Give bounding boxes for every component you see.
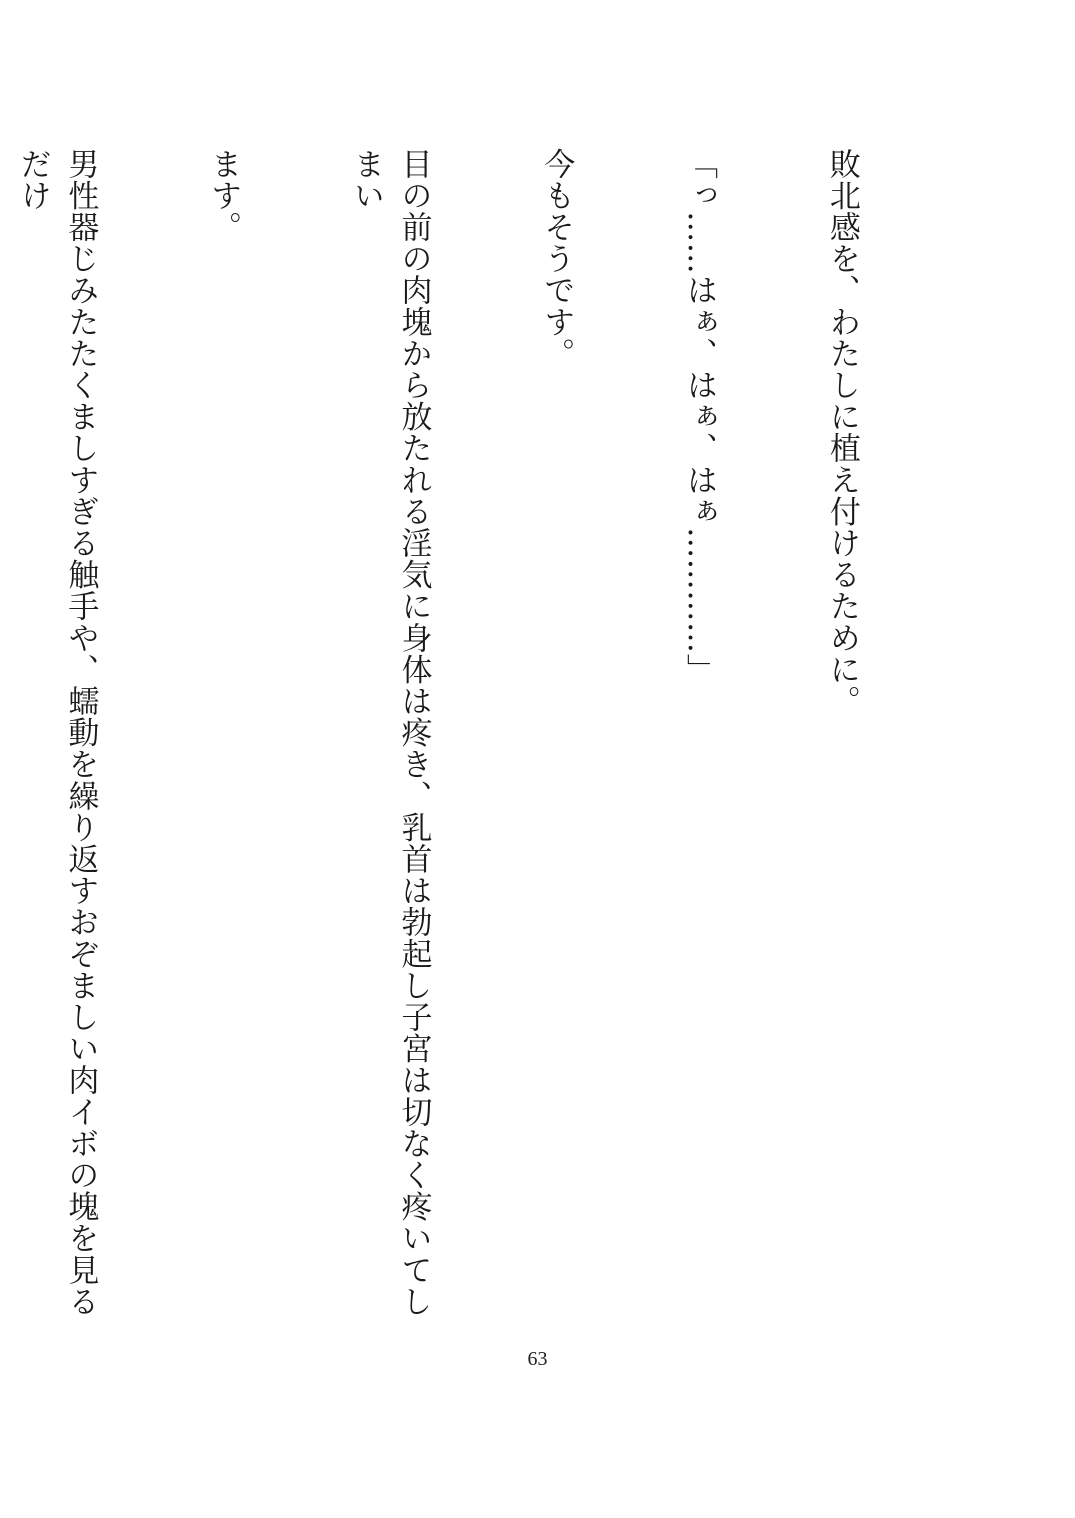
text-line: ます。	[205, 148, 242, 243]
page-number: 63	[527, 1348, 548, 1370]
text-line: 男性器じみたたくましすぎる触手や、蠕動を繰り返すおぞましい肉イボの塊を見るだけ	[14, 148, 99, 1318]
text-line: 敗北感を、わたしに植え付けるために。	[823, 148, 860, 717]
text-line: 今もそうです。	[538, 148, 575, 370]
text-line: 目の前の肉塊から放たれる淫気に身体は疼き、乳首は勃起し子宮は切なく疼いてしまい	[347, 148, 432, 1318]
vertical-text-body	[0, 148, 960, 1318]
text-line: 「っ……はぁ、はぁ、はぁ…………」	[681, 148, 718, 686]
